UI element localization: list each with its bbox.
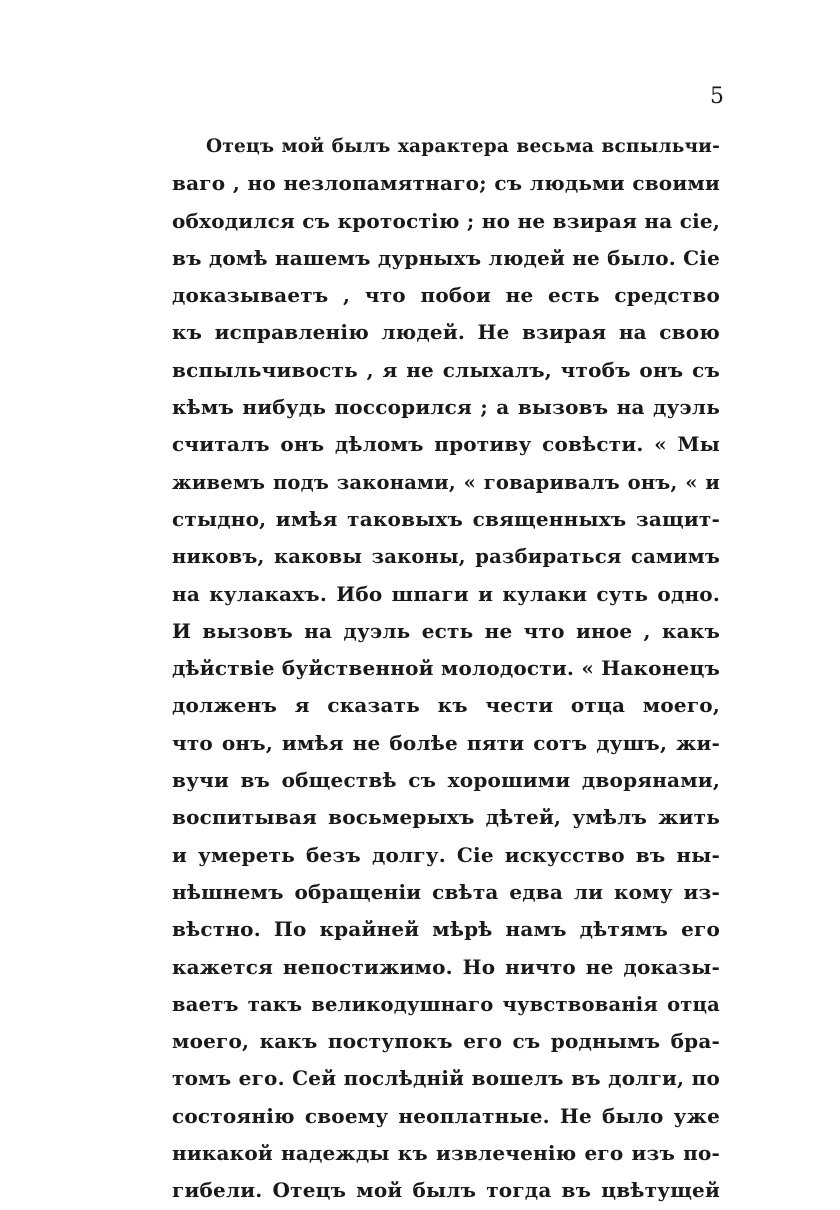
text-line: Отецъ мой былъ характера весьма вспыльчи- <box>206 136 720 157</box>
text-line: И вызовъ на дуэль есть не что иное , какъ <box>172 618 720 643</box>
text-line: состоянію своему неоплатные. Не было уже <box>172 1103 720 1128</box>
text-line: вѣстно. По крайней мѣрѣ намъ дѣтямъ его <box>172 917 720 942</box>
text-line: дѣйствіе буйственной молодости. « Наконецъ <box>172 656 720 681</box>
text-line: нѣшнемъ обращеніи свѣта едва ли кому из- <box>172 879 720 904</box>
text-line: моего, какъ поступокъ его съ роднымъ бра- <box>172 1029 720 1054</box>
text-line: гибели. Отецъ мой былъ тогда въ цвѣтущей <box>172 1178 720 1203</box>
text-line: считалъ онъ дѣломъ противу совѣсти. « Мы <box>172 432 720 457</box>
text-line: доказываетъ , что побои не есть средство <box>172 283 720 308</box>
page-number: 5 <box>710 84 724 109</box>
text-line: стыдно, имѣя таковыхъ священныхъ защит- <box>172 506 720 531</box>
text-line: долженъ я сказать къ чести отца моего, <box>172 693 720 718</box>
text-line: никовъ, каковы законы, разбираться самимъ <box>172 545 720 569</box>
text-line: кѣмъ нибудь поссорился ; а вызовъ на дуэль <box>172 395 720 420</box>
text-line: никакой надежды къ извлеченію его изъ по- <box>172 1141 720 1166</box>
text-line: воспитывая восьмерыхъ дѣтей, умѣлъ жить <box>172 805 720 830</box>
text-line: томъ его. Сей послѣдній вошелъ въ долги, по <box>172 1066 720 1091</box>
text-line: къ исправленію людей. Не взирая на свою <box>172 320 720 345</box>
text-line: живемъ подъ законами, « говаривалъ онъ, « и <box>172 470 720 494</box>
text-line: ваетъ такъ великодушнаго чувствованія отца <box>172 992 720 1016</box>
text-line: обходился съ кротостію ; но не взирая на сіе, <box>172 208 720 233</box>
text-line: что онъ, имѣя не болѣе пяти сотъ душъ, жи- <box>172 730 720 755</box>
text-line: кажется непостижимо. Но ничто не доказы- <box>172 954 720 979</box>
text-line: въ домѣ нашемъ дурныхъ людей не было. Сіе <box>172 245 720 270</box>
text-line: ваго , но незлопамятнаго; съ людьми своими <box>172 171 720 196</box>
text-line: и умереть безъ долгу. Сіе искусство въ ны- <box>172 842 720 867</box>
text-line: вспыльчивость , я не слыхалъ, чтобъ онъ съ <box>172 357 720 382</box>
text-line: вучи въ обществѣ съ хорошими дворянами, <box>172 768 720 793</box>
text-line: на кулакахъ. Ибо шпаги и кулаки суть одно. <box>172 581 720 606</box>
body-text <box>172 128 720 1210</box>
